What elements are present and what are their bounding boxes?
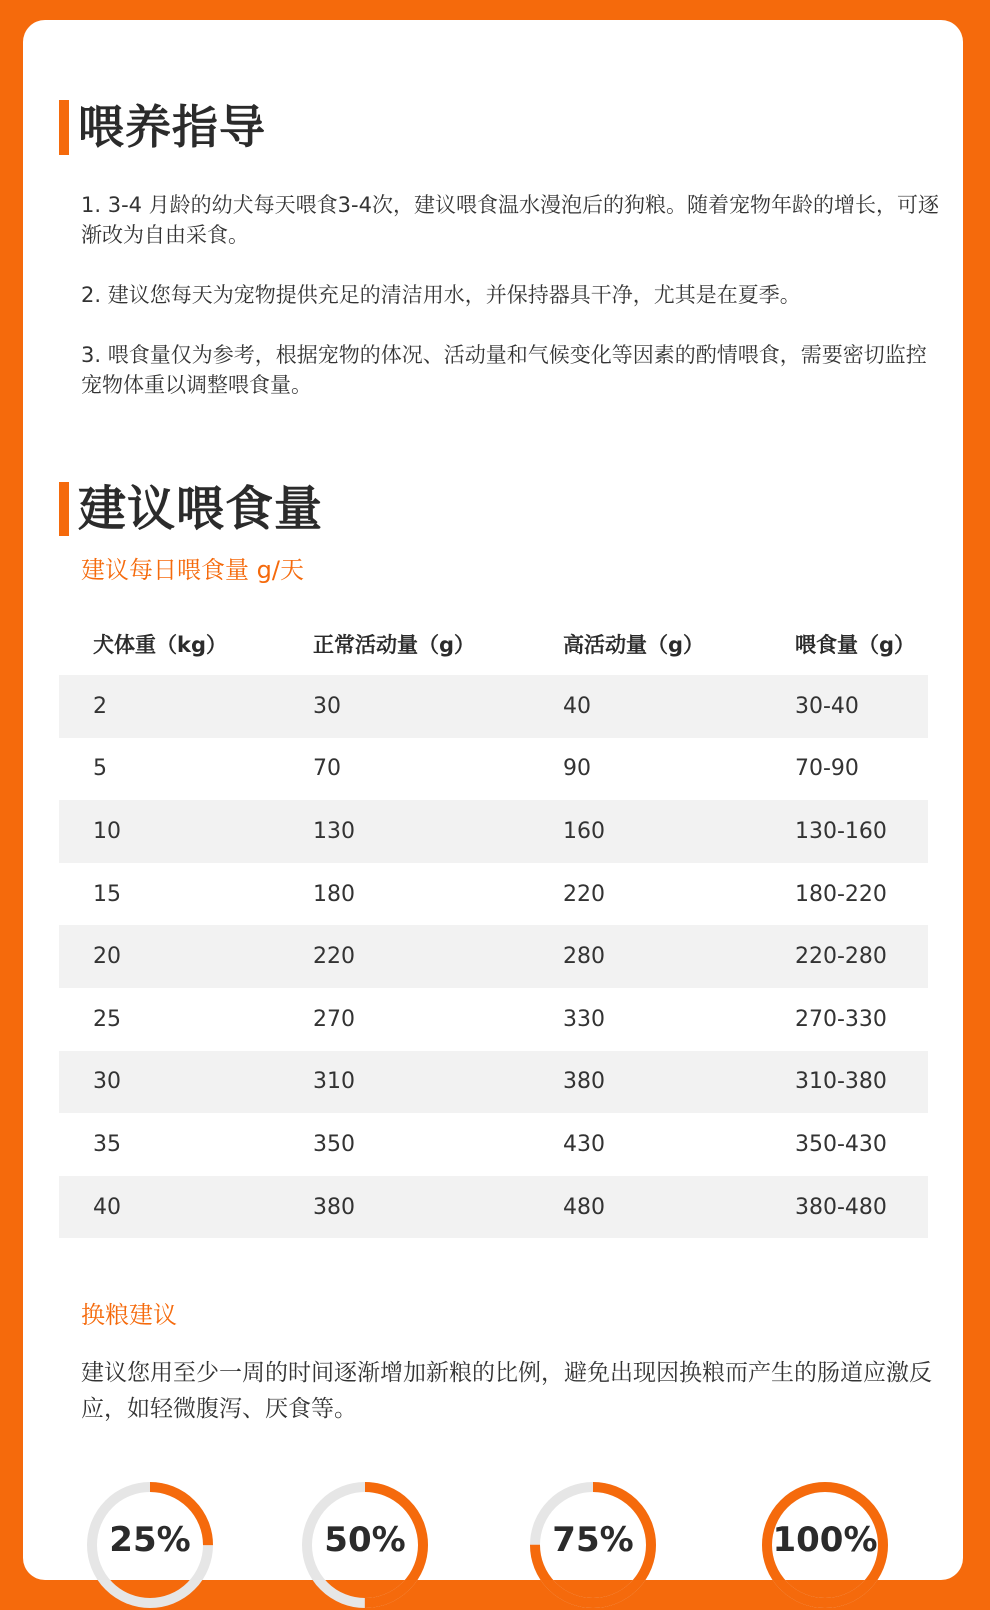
cell-high: 280 xyxy=(563,944,605,970)
header-normal-activity: 正常活动量（g） xyxy=(313,632,476,657)
table-row xyxy=(59,925,928,988)
cell-high: 380 xyxy=(563,1069,605,1095)
header-feeding-amount: 喂食量（g） xyxy=(795,632,916,657)
cell-weight: 25 xyxy=(93,1006,121,1032)
progress-ring-50 xyxy=(300,1480,430,1610)
guide-paragraph-3: 3. 喂食量仅为参考，根据宠物的体况、活动量和气候变化等因素的酌情喂食，需要密切监控宠物体重以调整喂食量。 xyxy=(81,343,927,397)
cell-amount: 130-160 xyxy=(795,818,887,844)
cell-high: 160 xyxy=(563,818,605,844)
feeding-table xyxy=(59,612,928,1238)
cell-weight: 20 xyxy=(93,944,121,970)
cell-normal: 310 xyxy=(313,1069,355,1095)
progress-ring-75 xyxy=(528,1480,658,1610)
feeding-guide-title: 喂养指导 xyxy=(78,100,266,154)
cell-high: 480 xyxy=(563,1194,605,1220)
cell-amount: 380-480 xyxy=(795,1194,887,1220)
ring-label: 100% xyxy=(772,1520,878,1560)
cell-normal: 30 xyxy=(313,693,341,719)
ring-label: 50% xyxy=(324,1520,406,1560)
table-row xyxy=(59,863,928,926)
transition-rings xyxy=(0,1470,990,1560)
cell-high: 220 xyxy=(563,881,605,907)
table-row xyxy=(59,738,928,801)
feeding-amount-title: 建议喂食量 xyxy=(78,481,324,537)
heading-accent-bar xyxy=(59,100,69,155)
table-row xyxy=(59,1051,928,1114)
progress-ring-100 xyxy=(760,1480,890,1610)
feeding-guide-heading xyxy=(59,100,266,155)
cell-weight: 40 xyxy=(93,1194,121,1220)
cell-high: 330 xyxy=(563,1006,605,1032)
cell-weight: 35 xyxy=(93,1131,121,1157)
guide-paragraph-2: 2. 建议您每天为宠物提供充足的清洁用水，并保持器具干净，尤其是在夏季。 xyxy=(81,283,801,307)
cell-high: 40 xyxy=(563,693,591,719)
heading-accent-bar xyxy=(59,482,69,536)
cell-amount: 270-330 xyxy=(795,1006,887,1032)
table-row xyxy=(59,800,928,863)
cell-weight: 30 xyxy=(93,1069,121,1095)
cell-amount: 180-220 xyxy=(795,881,887,907)
cell-weight: 5 xyxy=(93,756,107,782)
food-switch-text: 建议您用至少一周的时间逐渐增加新粮的比例，避免出现因换粮而产生的肠道应激反应，如轻微腹泻、厌食等。 xyxy=(81,1360,932,1422)
cell-normal: 220 xyxy=(313,944,355,970)
guide-paragraph-1: 1. 3-4 月龄的幼犬每天喂食3-4次，建议喂食温水漫泡后的狗粮。随着宠物年龄的增长，可逐渐改为自由采食。 xyxy=(81,193,939,247)
progress-ring-25 xyxy=(85,1480,215,1610)
cell-high: 90 xyxy=(563,756,591,782)
cell-weight: 15 xyxy=(93,881,121,907)
cell-high: 430 xyxy=(563,1131,605,1157)
cell-normal: 350 xyxy=(313,1131,355,1157)
table-row xyxy=(59,1176,928,1239)
cell-amount: 220-280 xyxy=(795,944,887,970)
cell-normal: 180 xyxy=(313,881,355,907)
daily-amount-subtitle: 建议每日喂食量 g/天 xyxy=(81,556,304,584)
cell-amount: 350-430 xyxy=(795,1131,887,1157)
table-row xyxy=(59,1113,928,1176)
cell-normal: 380 xyxy=(313,1194,355,1220)
cell-weight: 2 xyxy=(93,693,107,719)
cell-normal: 70 xyxy=(313,756,341,782)
cell-normal: 130 xyxy=(313,818,355,844)
table-row xyxy=(59,988,928,1051)
ring-label: 25% xyxy=(109,1520,191,1560)
header-high-activity: 高活动量（g） xyxy=(563,632,705,657)
table-header-row xyxy=(59,612,928,675)
cell-weight: 10 xyxy=(93,818,121,844)
cell-amount: 310-380 xyxy=(795,1069,887,1095)
header-weight: 犬体重（kg） xyxy=(93,632,227,657)
table-row xyxy=(59,675,928,738)
cell-amount: 70-90 xyxy=(795,756,859,782)
feeding-amount-heading xyxy=(59,482,323,536)
ring-label: 75% xyxy=(552,1520,634,1560)
cell-amount: 30-40 xyxy=(795,693,859,719)
food-switch-subtitle: 换粮建议 xyxy=(81,1301,177,1329)
cell-normal: 270 xyxy=(313,1006,355,1032)
